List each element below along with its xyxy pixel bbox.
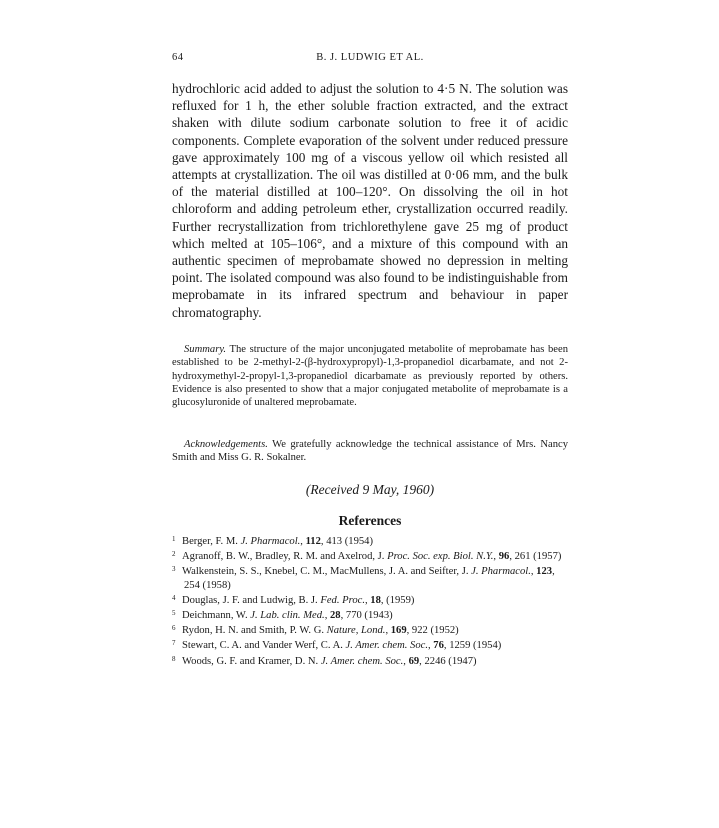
acknowledgements-text: We gratefully acknowledge the technical assistance of Mrs. Nancy Smith and Miss G. R. Sokalner. (172, 439, 568, 464)
summary-section (172, 343, 568, 409)
reference-item (172, 637, 568, 652)
reference-authors: Berger, F. M. (182, 536, 241, 547)
reference-volume: 169 (390, 625, 407, 637)
acknowledgements-paragraph (172, 438, 568, 465)
reference-journal: Nature, Lond. (326, 625, 386, 637)
reference-item (172, 653, 568, 668)
references-heading: References (338, 513, 402, 528)
reference-pages-year: , (1959) (380, 594, 415, 606)
reference-volume: 76 (433, 640, 444, 652)
body-section (172, 80, 568, 321)
reference-journal: Fed. Proc. (320, 594, 365, 606)
reference-number: 5 (172, 609, 176, 618)
reference-separator: , (364, 594, 371, 606)
reference-separator: , (530, 566, 537, 578)
summary-text: The structure of the major unconjugated metabolite of meprobamate has been established to be 2-methyl-2-(β-hydroxypropyl)-1,3-propanediol dicarbamate, and not 2-hydroxymethyl-2-propyl-1,3-propanediol dicarbamate as previously reported by others. Evidence is also presented to show that a major conjugated metabolite of meprobamate is a glucosyluronide of unaltered meprobamate. (172, 344, 568, 409)
reference-number: 8 (172, 654, 176, 663)
reference-journal: J. Pharmacol. (471, 566, 531, 578)
reference-authors: Stewart, C. A. and Vander Werf, C. A. (182, 640, 346, 652)
reference-number: 6 (172, 624, 176, 633)
reference-separator: , (300, 536, 306, 547)
reference-authors: Agranoff, B. W., Bradley, R. M. and Axelrod, J. (182, 551, 388, 563)
reference-journal: Proc. Soc. exp. Biol. N.Y. (387, 551, 494, 563)
reference-separator: , (385, 625, 391, 637)
reference-pages-year: , 770 (1943) (340, 610, 393, 622)
reference-journal: J. Amer. chem. Soc. (345, 640, 428, 652)
reference-separator: , (493, 551, 499, 563)
reference-number: 4 (172, 593, 176, 602)
received-date: (Received 9 May, 1960) (305, 482, 435, 497)
reference-item (172, 622, 568, 637)
acknowledgements-section (172, 438, 568, 465)
reference-journal: J. Pharmacol. (240, 536, 301, 547)
summary-lead: Summary. (184, 344, 227, 355)
reference-pages-year: , 1259 (1954) (443, 640, 502, 652)
summary-paragraph (172, 343, 568, 409)
reference-volume: 69 (408, 655, 420, 667)
reference-authors: Walkenstein, S. S., Knebel, C. M., MacMullens, J. A. and Seifter, J. (182, 566, 472, 578)
reference-volume: 18 (370, 594, 381, 606)
reference-journal: J. Lab. clin. Med. (250, 610, 325, 622)
reference-pages-year: , 261 (1957) (509, 551, 562, 563)
reference-number: 7 (172, 639, 176, 648)
reference-authors: Rydon, H. N. and Smith, P. W. G. (182, 625, 327, 637)
reference-volume: 123 (536, 566, 553, 578)
reference-separator: , (324, 610, 330, 622)
page-header (172, 52, 568, 68)
running-title: B. J. LUDWIG ET AL. (316, 52, 424, 63)
reference-pages-year: , 254 (1958) (184, 566, 555, 591)
reference-number: 1 (172, 535, 176, 543)
reference-journal: J. Amer. chem. Soc. (320, 655, 404, 667)
reference-separator: , (428, 640, 434, 652)
acknowledgements-lead: Acknowledgements. (184, 439, 268, 450)
reference-number: 3 (172, 565, 176, 574)
reference-volume: 96 (498, 551, 510, 563)
body-paragraph: hydrochloric acid added to adjust the solution to 4·5 N. The solution was refluxed for 1 h, the ether soluble fraction extracted, and the extract shaken with dilute sodium carbonate solution to free it of acidic components. Complete evaporation of the solvent under reduced pressure gave approximately 100 mg of a viscous yellow oil which resisted all attempts at crystallization. The oil was distilled at 0·06 mm, and the bulk of the material distilled at 100–120°. On dissolving the oil in hot chloroform and adding petroleum ether, crystallization occurred readily. Further recrystallization from trichlorethylene gave 25 mg of product which melted at 105–106°, and a mixture of this compound with an authentic specimen of meprobamate showed no depression in melting point. The isolated compound was also found to be indistinguishable from meprobamate in its infrared spectrum and behaviour in paper chromatography. (172, 81, 568, 320)
reference-separator: , (403, 655, 409, 667)
reference-item (172, 548, 568, 563)
page-number: 64 (172, 52, 184, 63)
reference-pages-year: , 2246 (1947) (419, 655, 477, 667)
reference-authors: Deichmann, W. (182, 610, 251, 622)
reference-authors: Douglas, J. F. and Ludwig, B. J. (182, 594, 321, 606)
reference-number: 2 (172, 550, 176, 559)
reference-pages-year: , 922 (1952) (406, 625, 459, 637)
references-list (172, 533, 568, 668)
reference-volume: 28 (330, 610, 341, 622)
reference-item (172, 607, 568, 622)
reference-item (172, 592, 568, 607)
reference-volume: 112 (305, 536, 321, 547)
reference-pages-year: , 413 (1954) (320, 536, 373, 547)
reference-item (172, 533, 568, 548)
reference-authors: Woods, G. F. and Kramer, D. N. (182, 655, 321, 667)
reference-item (172, 563, 568, 591)
